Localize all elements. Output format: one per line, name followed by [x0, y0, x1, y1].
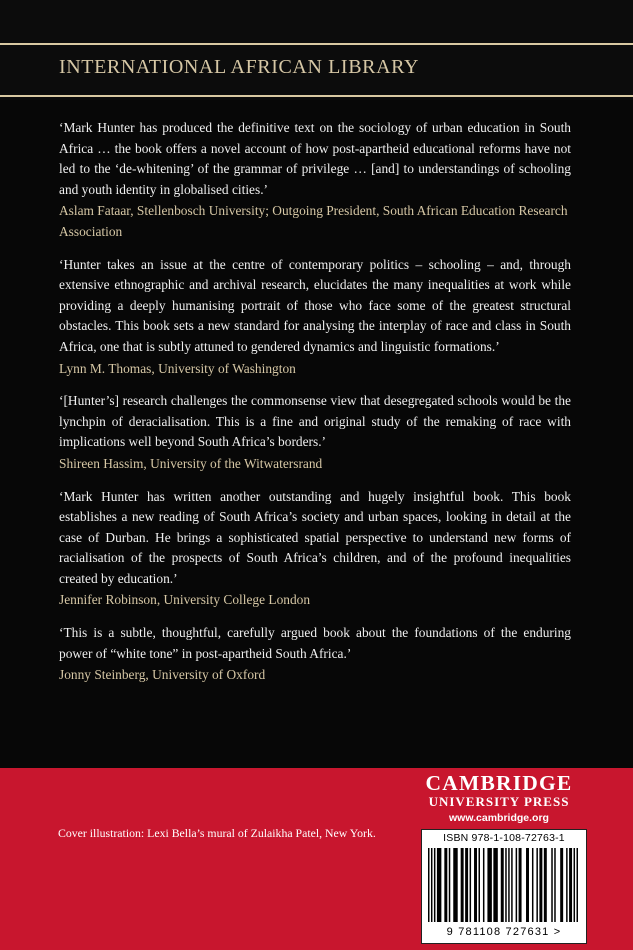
- barcode: [421, 829, 587, 944]
- barcode-bar: [569, 848, 572, 922]
- publisher-press: UNIVERSITY PRESS: [428, 794, 570, 809]
- endorsement-attribution: Lynn M. Thomas, University of Washington: [59, 360, 296, 376]
- publisher-logo: [414, 772, 584, 826]
- barcode-bar: [444, 848, 447, 922]
- endorsements: [59, 118, 571, 698]
- barcode-bar: [483, 848, 484, 922]
- endorsement-attribution: Jonny Steinberg, University of Oxford: [59, 667, 266, 683]
- barcode-bar: [560, 848, 563, 922]
- barcode-bar: [493, 848, 497, 922]
- series-rule-top: [0, 43, 633, 45]
- barcode-bar: [539, 848, 542, 922]
- endorsement-attribution: Jennifer Robinson, University College London: [59, 592, 311, 608]
- barcode-bar: [505, 848, 506, 922]
- barcode-bar: [449, 848, 450, 922]
- barcode-bar: [508, 848, 509, 922]
- endorsement: [59, 255, 571, 380]
- barcode-bars: [428, 848, 580, 924]
- endorsement-text: ‘Mark Hunter has written another outstanding and hugely insightful book. This book establishes a new reading of South Africa’s society and urban spaces, looking in detail at the case of Durban. He brings a sophisticated spatial perspective to understand new forms of racialisation of the prospects of South Africa’s children, and of the profound inequalities created by education.’: [59, 488, 571, 586]
- barcode-bar: [501, 848, 504, 922]
- barcode-bar: [428, 848, 429, 922]
- endorsement-text: ‘Mark Hunter has produced the definitive text on the sociology of urban education in South Africa … the book offers a novel account of how post-apartheid educational reforms have not led to the ‘de-whitening’ of the grammar of privilege … [and] to understandings of schooling and youth identity in globalised cities.’: [59, 120, 571, 197]
- endorsement-text: ‘[Hunter’s] research challenges the commonsense view that desegregated schools would be the lynchpin of deracialisation. This is a fine and original study of the remaking of race with implications well beyond South Africa’s borders.’: [59, 393, 571, 450]
- cover-credit: Cover illustration: Lexi Bella’s mural of Zulaikha Patel, New York.: [58, 826, 376, 840]
- isbn-label: ISBN 978-1-108-72763-1: [443, 832, 565, 844]
- publisher-name: CAMBRIDGE: [425, 771, 573, 795]
- series-rule-bottom: [0, 95, 633, 97]
- barcode-bar: [566, 848, 567, 922]
- barcode-bar: [519, 848, 522, 922]
- barcode-bar: [453, 848, 457, 922]
- endorsement: [59, 487, 571, 612]
- barcode-bar: [461, 848, 464, 922]
- barcode-bar: [431, 848, 432, 922]
- endorsement-text: ‘Hunter takes an issue at the centre of contemporary politics – schooling – and, through extensive ethnographic and archival research, elucidates the many inequalities at work while providing a deeply humanising portrait of those who face some of the greatest structural obstacles. This book sets a new standard for analysing the interplay of race and class in South Africa, one that is subtly attuned to gendered dynamics and linguistic formations.’: [59, 256, 571, 354]
- series-title: INTERNATIONAL AFRICAN LIBRARY: [59, 56, 419, 78]
- publisher-url: www.cambridge.org: [449, 812, 549, 824]
- barcode-bar: [511, 848, 512, 922]
- endorsement-text: ‘This is a subtle, thoughtful, carefully argued book about the foundations of the enduring power of “white tone” in post-apartheid South Africa.’: [59, 625, 571, 661]
- endorsement: [59, 391, 571, 474]
- endorsement-attribution: Aslam Fataar, Stellenbosch University; Outgoing President, South African Education Research Association: [59, 203, 568, 239]
- barcode-bar: [532, 848, 533, 922]
- barcode-bar: [437, 848, 441, 922]
- barcode-bar: [465, 848, 468, 922]
- barcode-bar: [479, 848, 480, 922]
- series-header: [0, 0, 633, 100]
- barcode-bar: [577, 848, 578, 922]
- barcode-bar: [470, 848, 471, 922]
- endorsement: [59, 118, 571, 243]
- endorsement: [59, 623, 571, 686]
- barcode-bar: [434, 848, 435, 922]
- barcode-bar: [574, 848, 575, 922]
- endorsement-attribution: Shireen Hassim, University of the Witwatersrand: [59, 455, 323, 471]
- barcode-bar: [544, 848, 547, 922]
- barcode-bar: [554, 848, 555, 922]
- barcode-digits: 9 781108 727631 >: [446, 926, 562, 938]
- barcode-bar: [474, 848, 477, 922]
- barcode-bar: [487, 848, 491, 922]
- barcode-bar: [536, 848, 537, 922]
- barcode-bar: [551, 848, 552, 922]
- barcode-bar: [516, 848, 517, 922]
- barcode-bar: [526, 848, 529, 922]
